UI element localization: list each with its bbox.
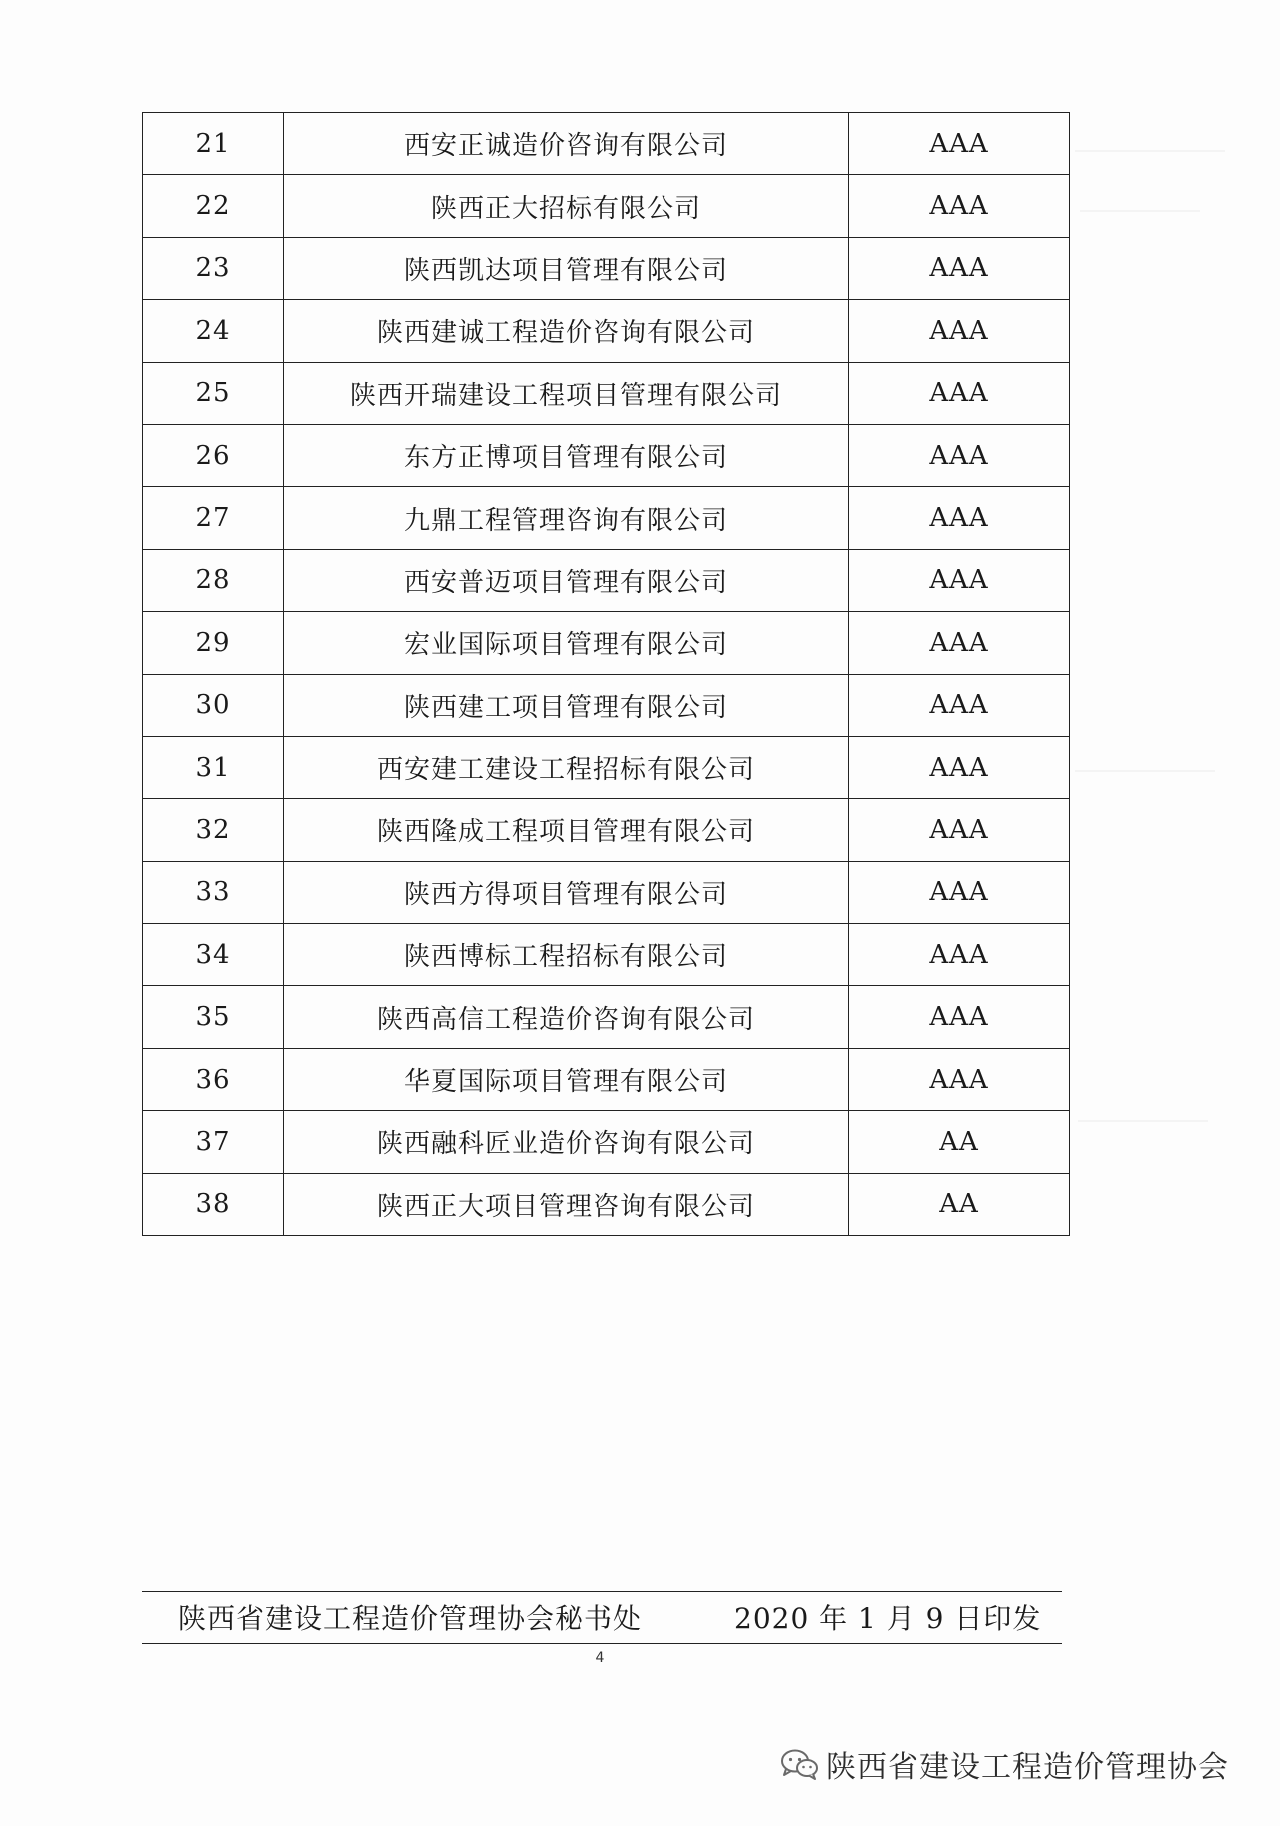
rating-table-body — [143, 113, 1070, 1236]
footer-top-rule — [142, 1591, 1062, 1592]
table-row — [143, 487, 1070, 549]
company-name: 陕西凯达项目管理有限公司 — [284, 237, 849, 299]
table-row — [143, 924, 1070, 986]
company-name: 陕西博标工程招标有限公司 — [284, 924, 849, 986]
row-number: 31 — [143, 736, 284, 798]
row-number: 32 — [143, 799, 284, 861]
row-number: 30 — [143, 674, 284, 736]
table-row — [143, 674, 1070, 736]
table-row — [143, 1048, 1070, 1110]
table-row — [143, 1111, 1070, 1173]
row-number: 29 — [143, 612, 284, 674]
bleed-through-mark — [1080, 210, 1200, 212]
credit-grade: AAA — [849, 487, 1070, 549]
table-row — [143, 175, 1070, 237]
company-name: 九鼎工程管理咨询有限公司 — [284, 487, 849, 549]
company-name: 陕西方得项目管理有限公司 — [284, 861, 849, 923]
issue-date: 2020 年 1 月 9 日印发 — [734, 1602, 1042, 1635]
table-row — [143, 986, 1070, 1048]
page-number: 4 — [595, 1650, 605, 1666]
credit-grade: AAA — [849, 237, 1070, 299]
credit-grade: AAA — [849, 175, 1070, 237]
footer-bottom-rule — [142, 1643, 1062, 1644]
watermark-text: 陕西省建设工程造价管理协会 — [826, 1750, 1229, 1785]
row-number: 36 — [143, 1048, 284, 1110]
row-number: 38 — [143, 1173, 284, 1235]
credit-grade: AAA — [849, 424, 1070, 486]
row-number: 33 — [143, 861, 284, 923]
credit-grade: AAA — [849, 300, 1070, 362]
company-name: 陕西正大项目管理咨询有限公司 — [284, 1173, 849, 1235]
credit-grade: AAA — [849, 924, 1070, 986]
company-name: 陕西正大招标有限公司 — [284, 175, 849, 237]
table-row — [143, 736, 1070, 798]
credit-grade: AAA — [849, 113, 1070, 175]
table-row — [143, 549, 1070, 611]
company-name: 宏业国际项目管理有限公司 — [284, 612, 849, 674]
company-name: 陕西隆成工程项目管理有限公司 — [284, 799, 849, 861]
table-row — [143, 237, 1070, 299]
row-number: 28 — [143, 549, 284, 611]
row-number: 35 — [143, 986, 284, 1048]
issuer-name: 陕西省建设工程造价管理协会秘书处 — [178, 1602, 643, 1635]
company-name: 陕西建诚工程造价咨询有限公司 — [284, 300, 849, 362]
company-name: 西安正诚造价咨询有限公司 — [284, 113, 849, 175]
credit-grade: AAA — [849, 861, 1070, 923]
credit-grade: AAA — [849, 1048, 1070, 1110]
row-number: 26 — [143, 424, 284, 486]
company-name: 陕西融科匠业造价咨询有限公司 — [284, 1111, 849, 1173]
credit-grade: AAA — [849, 986, 1070, 1048]
company-name: 东方正博项目管理有限公司 — [284, 424, 849, 486]
row-number: 37 — [143, 1111, 284, 1173]
bleed-through-mark — [1075, 770, 1215, 772]
credit-grade: AAA — [849, 362, 1070, 424]
table-row — [143, 424, 1070, 486]
row-number: 34 — [143, 924, 284, 986]
table-row — [143, 362, 1070, 424]
row-number: 25 — [143, 362, 284, 424]
credit-grade: AAA — [849, 612, 1070, 674]
credit-grade: AA — [849, 1111, 1070, 1173]
credit-grade: AAA — [849, 736, 1070, 798]
row-number: 22 — [143, 175, 284, 237]
table-row — [143, 799, 1070, 861]
row-number: 21 — [143, 113, 284, 175]
credit-grade: AAA — [849, 674, 1070, 736]
wechat-watermark — [780, 1742, 1229, 1786]
company-name: 陕西建工项目管理有限公司 — [284, 674, 849, 736]
table-row — [143, 861, 1070, 923]
row-number: 23 — [143, 237, 284, 299]
bleed-through-mark — [1075, 150, 1225, 152]
credit-grade: AA — [849, 1173, 1070, 1235]
company-name: 陕西高信工程造价咨询有限公司 — [284, 986, 849, 1048]
row-number: 27 — [143, 487, 284, 549]
table-row — [143, 113, 1070, 175]
company-name: 陕西开瑞建设工程项目管理有限公司 — [284, 362, 849, 424]
company-name: 西安建工建设工程招标有限公司 — [284, 736, 849, 798]
credit-rating-table — [142, 112, 1070, 1236]
table-row — [143, 612, 1070, 674]
bleed-through-mark — [1078, 1120, 1208, 1122]
wechat-icon — [780, 1748, 820, 1780]
table-row — [143, 1173, 1070, 1235]
company-name: 西安普迈项目管理有限公司 — [284, 549, 849, 611]
table-row — [143, 300, 1070, 362]
row-number: 24 — [143, 300, 284, 362]
credit-grade: AAA — [849, 799, 1070, 861]
company-name: 华夏国际项目管理有限公司 — [284, 1048, 849, 1110]
credit-grade: AAA — [849, 549, 1070, 611]
